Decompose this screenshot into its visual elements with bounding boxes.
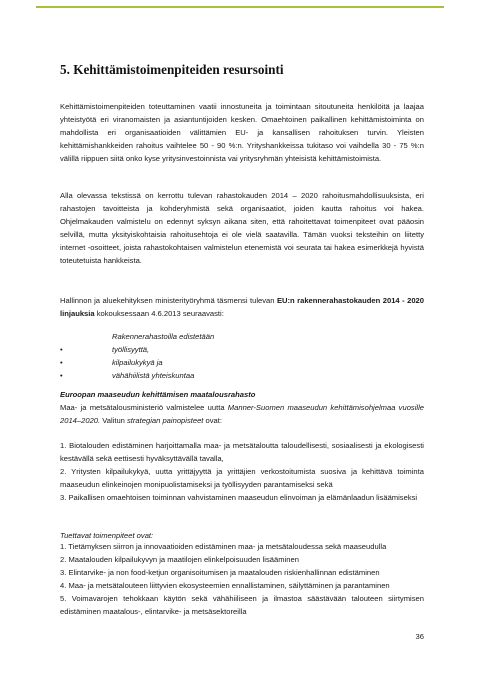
strategy-label: strategian painopisteet — [127, 415, 204, 425]
ministry-text-bold: EU:n rakennerahastokauden 2014 - 2020 linjauksia — [60, 296, 424, 318]
measures-title: Tuettavat toimenpiteet ovat: — [60, 531, 154, 540]
list-item — [60, 343, 424, 356]
page-number: 36 — [415, 632, 424, 641]
priority-2: 2. Yritysten kilpailukykyä, uutta yrittäjyyttä ja yrittäjien verkostoitumista suosiva ja kehittävä toiminta maaseudun elinkeinojen monipuolistamiseksi ja työllisyyden parantamiseksi sekä — [60, 467, 424, 489]
paragraph-ministry-programme — [60, 402, 424, 428]
bullet-icon: • — [60, 371, 63, 380]
priority-3: 3. Paikallisen omaehtoisen toiminnan vahvistaminen maaseudun elinvoiman ja elämänlaadun lisäämiseksi — [60, 493, 418, 502]
structural-funds-list — [60, 330, 424, 382]
list-item-text: kilpailukykyä ja — [112, 358, 163, 367]
section-title: Euroopan maaseudun kehittämisen maatalousrahasto — [60, 390, 256, 399]
programme-text-mid: Valitun — [100, 415, 127, 425]
list-item — [60, 369, 424, 382]
programme-text-post: ovat: — [203, 415, 222, 425]
paragraph-intro: Kehittämistoimenpiteiden toteuttaminen vaatii innostuneita ja toimintaan sitoutuneita henkilöitä ja laajaa yhteistyötä eri viranomaisten ja asiantuntijoiden kesken. Omaehtoinen paikallinen kehittämistoiminta on mahdollista eri organisaatioiden välittämien EU- ja kansallisen rahoituksen turvin. Yleisten kehittämishankkeiden rahoitus vaihtelee 50 - 90 %:n. Yrityshankkeissa tukitaso voi vaihdella 30 - 75 %:n välillä riippuen siitä onko kyse yritysinvestoinnista vai yritysryhmän yhteisistä kehittämistoimista. — [60, 102, 424, 163]
bullet-icon: • — [60, 358, 63, 367]
measure-2: 2. Maatalouden kilpailukyvyn ja maatilojen elinkelpoisuuden lisääminen — [60, 555, 299, 564]
header-rule — [36, 6, 444, 8]
list-item-text: vähähiilistä yhteiskuntaa — [112, 371, 195, 380]
programme-name: Manner-Suomen maaseudun kehittämisohjelmaa vuosille 2014–2020. — [60, 403, 424, 425]
list-item — [60, 356, 424, 369]
measure-5: 5. Voimavarojen tehokkaan käytön sekä vähähiiliseen ja ilmastoa säästävään talouteen siirtymisen edistäminen maatalous-, elintarvike- ja metsäsektoreilla — [60, 594, 424, 616]
priority-1: 1. Biotalouden edistäminen harjoittamalla maa- ja metsätaloutta taloudellisesti, sosiaalisesti ja ekologisesti kestävällä sekä eettisesti hyväksyttävällä tavalla, — [60, 441, 424, 463]
ministry-text-post: kokouksessaan 4.6.2013 seuraavasti: — [94, 308, 224, 318]
programme-text-pre: Maa- ja metsätalousministeriö valmistelee uutta — [60, 403, 228, 412]
page-title: 5. Kehittämistoimenpiteiden resursointi — [60, 62, 284, 77]
list-item-text: työllisyyttä, — [112, 345, 150, 354]
measure-1: 1. Tietämyksen siirron ja innovaatioiden edistäminen maa- ja metsätaloudessa sekä maaseudulla — [60, 542, 387, 551]
paragraph-funding-period: Alla olevassa tekstissä on kerrottu tulevan rahastokauden 2014 – 2020 rahoitusmahdollisuuksista, eri rahastojen tavoitteista ja kohderyhmistä sekä organisaatiot, joiden kautta rahoitus voi hakea. Ohjelmakauden valmistelu on edennyt syksyn aikana siten, että rahoitettavat toimenpiteet ovat pääosin selvillä, mutta yksityiskohtaisia rahoitusehtoja ei ole vielä saatavilla. Tämän vuoksi teksteihin on liitetty internet -osoitteet, joista rahastokohtaisen valmistelun etenemistä voi seurata tai hakea esimerkkejä hyvistä toteutetuista hankkeista. — [60, 191, 424, 265]
measure-3: 3. Elintarvike- ja non food-ketjun organisoitumisen ja maatalouden riskienhallinnan edistäminen — [60, 568, 380, 577]
measure-4: 4. Maa- ja metsätalouteen liittyvien ekosysteemien ennallistaminen, säilyttäminen ja parantaminen — [60, 581, 390, 590]
ministry-text-pre: Hallinnon ja aluekehityksen ministerityöryhmä täsmensi tulevan — [60, 296, 277, 305]
paragraph-ministry — [60, 295, 424, 321]
list-heading: Rakennerahastoilla edistetään — [112, 332, 215, 341]
bullet-icon: • — [60, 345, 63, 354]
list-heading-row — [60, 330, 424, 343]
